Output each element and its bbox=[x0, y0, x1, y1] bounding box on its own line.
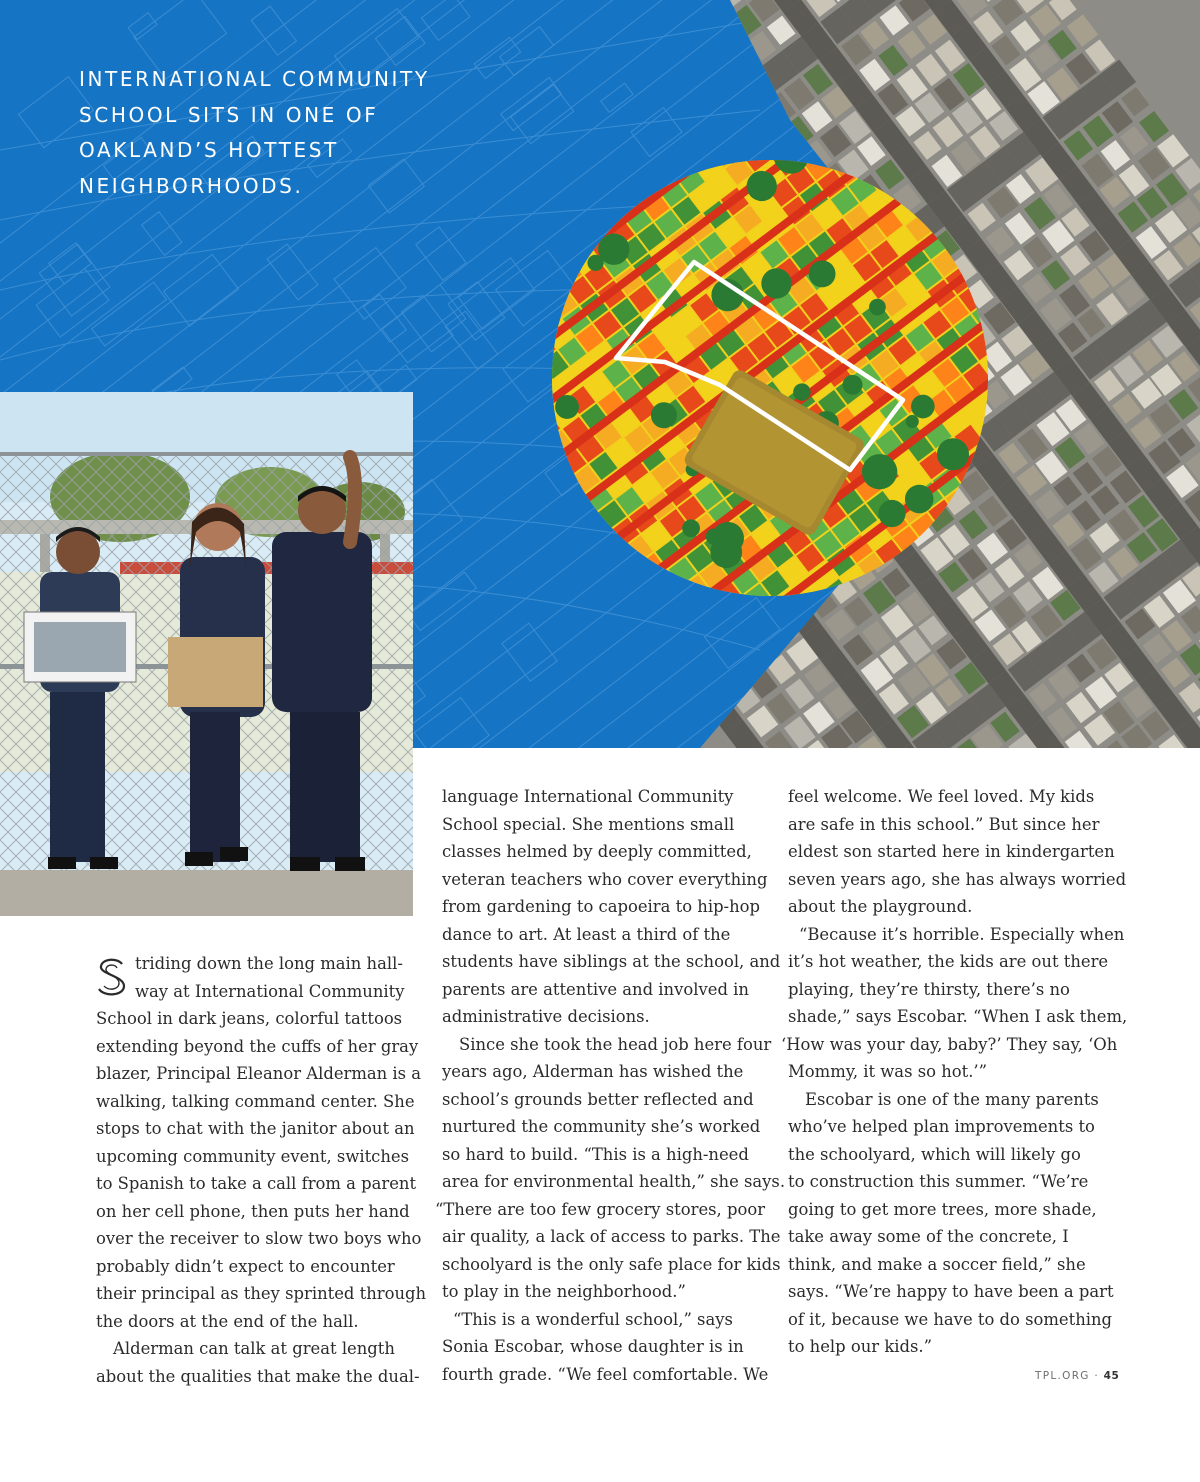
text-line: probably didn’t expect to encounter bbox=[96, 1256, 395, 1276]
text-line: over the receiver to slow two boys who bbox=[96, 1229, 422, 1248]
text-line: shade,” says Escobar. “When I ask them, bbox=[788, 1007, 1128, 1026]
students-at-fence-illustration bbox=[0, 392, 413, 916]
text-line: years ago, Alderman has wished the bbox=[442, 1062, 744, 1081]
article-column-3 bbox=[781, 783, 1128, 1361]
text-line: Mommy, it was so hot.’” bbox=[788, 1062, 987, 1081]
page-number: 45 bbox=[1103, 1370, 1120, 1382]
text-line: blazer, Principal Eleanor Alderman is a bbox=[96, 1064, 422, 1083]
paragraph bbox=[781, 921, 1128, 1086]
text-line: on her cell phone, then puts her hand bbox=[96, 1201, 410, 1221]
text-line: the doors at the end of the hall. bbox=[96, 1311, 359, 1331]
text-line: are safe in this school.” But since her bbox=[788, 814, 1100, 834]
text-line: to play in the neighborhood.” bbox=[442, 1282, 686, 1301]
paragraph bbox=[435, 1031, 786, 1306]
headline-line: SCHOOL SITS IN ONE OF bbox=[79, 102, 379, 127]
text-line: Alderman can talk at great length bbox=[113, 1339, 395, 1358]
text-line: School in dark jeans, colorful tattoos bbox=[96, 1009, 403, 1028]
text-line: about the playground. bbox=[788, 897, 973, 916]
text-line: take away some of the concrete, I bbox=[788, 1227, 1069, 1246]
text-line: feel welcome. We feel loved. My kids bbox=[788, 787, 1095, 806]
text-line: schoolyard is the only safe place for kids bbox=[442, 1254, 781, 1274]
text-line: “This is a wonderful school,” says bbox=[453, 1309, 733, 1329]
headline-line: NEIGHBORHOODS. bbox=[79, 173, 304, 198]
text-line: “Because it’s horrible. Especially when bbox=[799, 924, 1125, 944]
text-line: eldest son started here in kindergarten bbox=[788, 842, 1115, 861]
text-line: stops to chat with the janitor about an bbox=[96, 1119, 415, 1138]
text-line: ‘How was your day, baby?’ They say, ‘Oh bbox=[781, 1034, 1118, 1054]
text-line: going to get more trees, more shade, bbox=[788, 1199, 1097, 1219]
text-line: triding down the long main hall- bbox=[135, 954, 403, 973]
text-line: from gardening to capoeira to hip-hop bbox=[442, 897, 761, 916]
paragraph bbox=[96, 950, 426, 1335]
text-line: school’s grounds better reflected and bbox=[442, 1089, 754, 1109]
text-line: who’ve helped plan improvements to bbox=[788, 1117, 1095, 1136]
text-line: it’s hot weather, the kids are out there bbox=[788, 952, 1109, 971]
text-line: “There are too few grocery stores, poor bbox=[435, 1199, 766, 1219]
headline-line: INTERNATIONAL COMMUNITY bbox=[79, 67, 430, 91]
text-line: think, and make a soccer field,” she bbox=[788, 1254, 1086, 1274]
paragraph bbox=[442, 783, 785, 1031]
text-line: air quality, a lack of access to parks. The bbox=[442, 1227, 781, 1246]
text-line: playing, they’re thirsty, there’s no bbox=[788, 979, 1070, 999]
text-line: Escobar is one of the many parents bbox=[805, 1089, 1099, 1109]
text-line: way at International Community bbox=[135, 981, 405, 1001]
footer-separator: · bbox=[1089, 1370, 1104, 1382]
footer-site: TPL.ORG bbox=[1035, 1370, 1090, 1382]
text-line: of it, because we have to do something bbox=[788, 1309, 1113, 1329]
headline-line: OAKLAND’S HOTTEST bbox=[79, 138, 339, 162]
text-line: dance to art. At least a third of the bbox=[442, 924, 731, 944]
paragraph bbox=[788, 1086, 1127, 1361]
text-line: administrative decisions. bbox=[442, 1007, 650, 1026]
paragraph bbox=[96, 1335, 426, 1390]
text-line: upcoming community event, switches bbox=[96, 1146, 410, 1166]
article-column-2 bbox=[435, 783, 786, 1388]
text-line: seven years ago, she has always worried bbox=[788, 869, 1127, 889]
text-line: to help our kids.” bbox=[788, 1337, 933, 1356]
text-line: nurtured the community she’s worked bbox=[442, 1117, 761, 1136]
headline bbox=[79, 62, 459, 204]
students-photo bbox=[0, 392, 413, 916]
text-line: veteran teachers who cover everything bbox=[442, 869, 768, 889]
paragraph bbox=[442, 1306, 785, 1389]
text-line: about the qualities that make the dual- bbox=[96, 1366, 420, 1386]
paragraph bbox=[788, 783, 1127, 921]
text-line: students have siblings at the school, and bbox=[442, 952, 781, 971]
text-line: so hard to build. “This is a high-need bbox=[442, 1144, 749, 1164]
text-line: area for environmental health,” she says. bbox=[442, 1172, 786, 1191]
text-line: their principal as they sprinted through bbox=[96, 1284, 427, 1303]
text-line: fourth grade. “We feel comfortable. We bbox=[442, 1364, 769, 1384]
text-line: Since she took the head job here four bbox=[459, 1034, 772, 1054]
text-line: says. “We’re happy to have been a part bbox=[788, 1282, 1114, 1301]
text-line: parents are attentive and involved in bbox=[442, 979, 749, 999]
text-line: Sonia Escobar, whose daughter is in bbox=[442, 1337, 744, 1356]
text-line: to construction this summer. “We’re bbox=[788, 1172, 1089, 1191]
article-column-1 bbox=[96, 950, 426, 1390]
text-line: classes helmed by deeply committed, bbox=[442, 842, 752, 861]
text-line: walking, talking command center. She bbox=[96, 1091, 415, 1111]
text-line: language International Community bbox=[442, 787, 734, 806]
text-line: extending beyond the cuffs of her gray bbox=[96, 1036, 419, 1056]
text-line: School special. She mentions small bbox=[442, 814, 735, 834]
text-line: the schoolyard, which will likely go bbox=[788, 1144, 1081, 1164]
text-line: to Spanish to take a call from a parent bbox=[96, 1174, 417, 1193]
page-footer bbox=[1035, 1370, 1119, 1382]
